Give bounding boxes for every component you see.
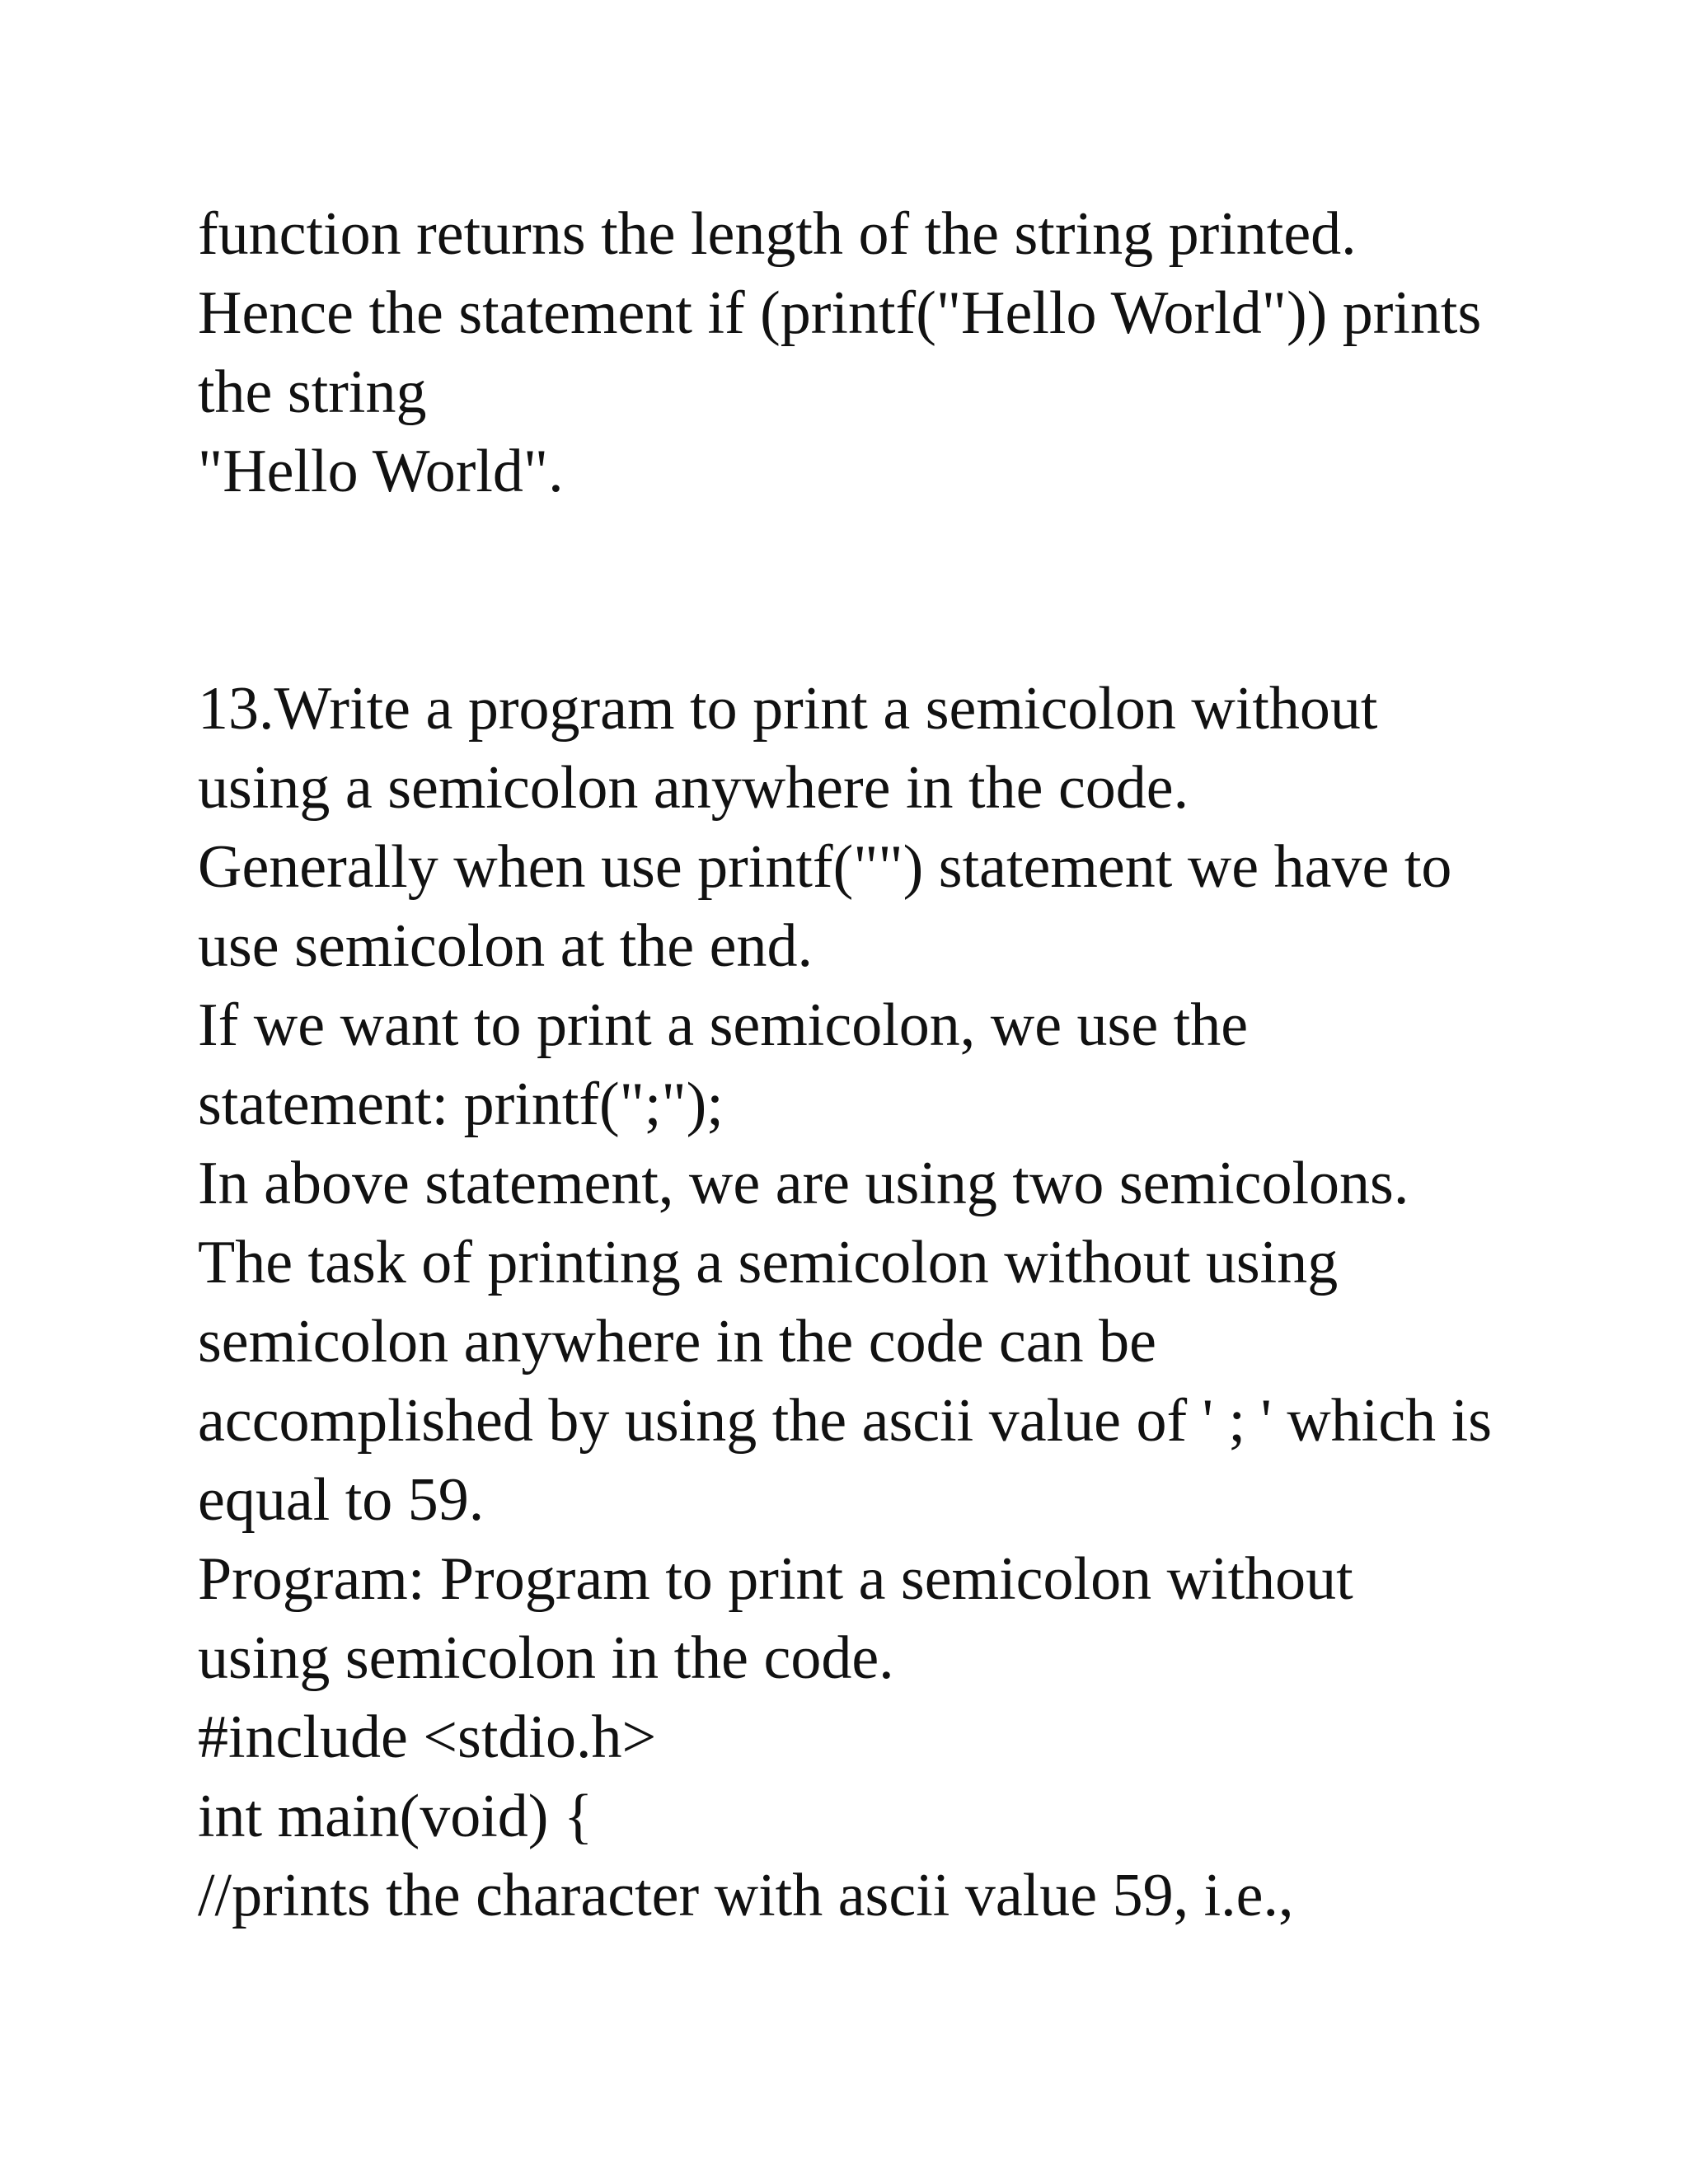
- text-line: "Hello World".: [198, 438, 564, 505]
- text-line: use semicolon at the end.: [198, 912, 813, 980]
- text-line: The task of printing a semicolon without using: [198, 1229, 1339, 1296]
- text-line: If we want to print a semicolon, we use the: [198, 991, 1249, 1059]
- text-line: Generally when use printf("") statement we have to: [198, 833, 1452, 901]
- code-comment-line: //prints the character with ascii value 59, i.e.,: [198, 1862, 1294, 1929]
- text-line: equal to 59.: [198, 1466, 485, 1534]
- text-line: function returns the length of the string printed.: [198, 200, 1357, 268]
- code-line: #include <stdio.h>: [198, 1704, 657, 1771]
- text-line: statement: printf(";");: [198, 1071, 724, 1138]
- question-heading-continued: using a semicolon anywhere in the code.: [198, 754, 1189, 822]
- program-caption-continued: using semicolon in the code.: [198, 1624, 894, 1692]
- section-13-semicolon: [198, 669, 1550, 1935]
- text-line: In above statement, we are using two semicolons.: [198, 1150, 1409, 1217]
- text-line: semicolon anywhere in the code can be: [198, 1308, 1156, 1376]
- program-caption: Program: Program to print a semicolon without: [198, 1545, 1353, 1613]
- question-heading: 13.Write a program to print a semicolon without: [198, 675, 1378, 743]
- text-line: the string: [198, 359, 427, 426]
- paragraph-printf-return: [198, 194, 1550, 511]
- text-line: accomplished by using the ascii value of ' ; ' which is: [198, 1387, 1493, 1455]
- code-line: int main(void) {: [198, 1783, 593, 1850]
- text-line: Hence the statement if (printf("Hello World")) prints: [198, 279, 1482, 347]
